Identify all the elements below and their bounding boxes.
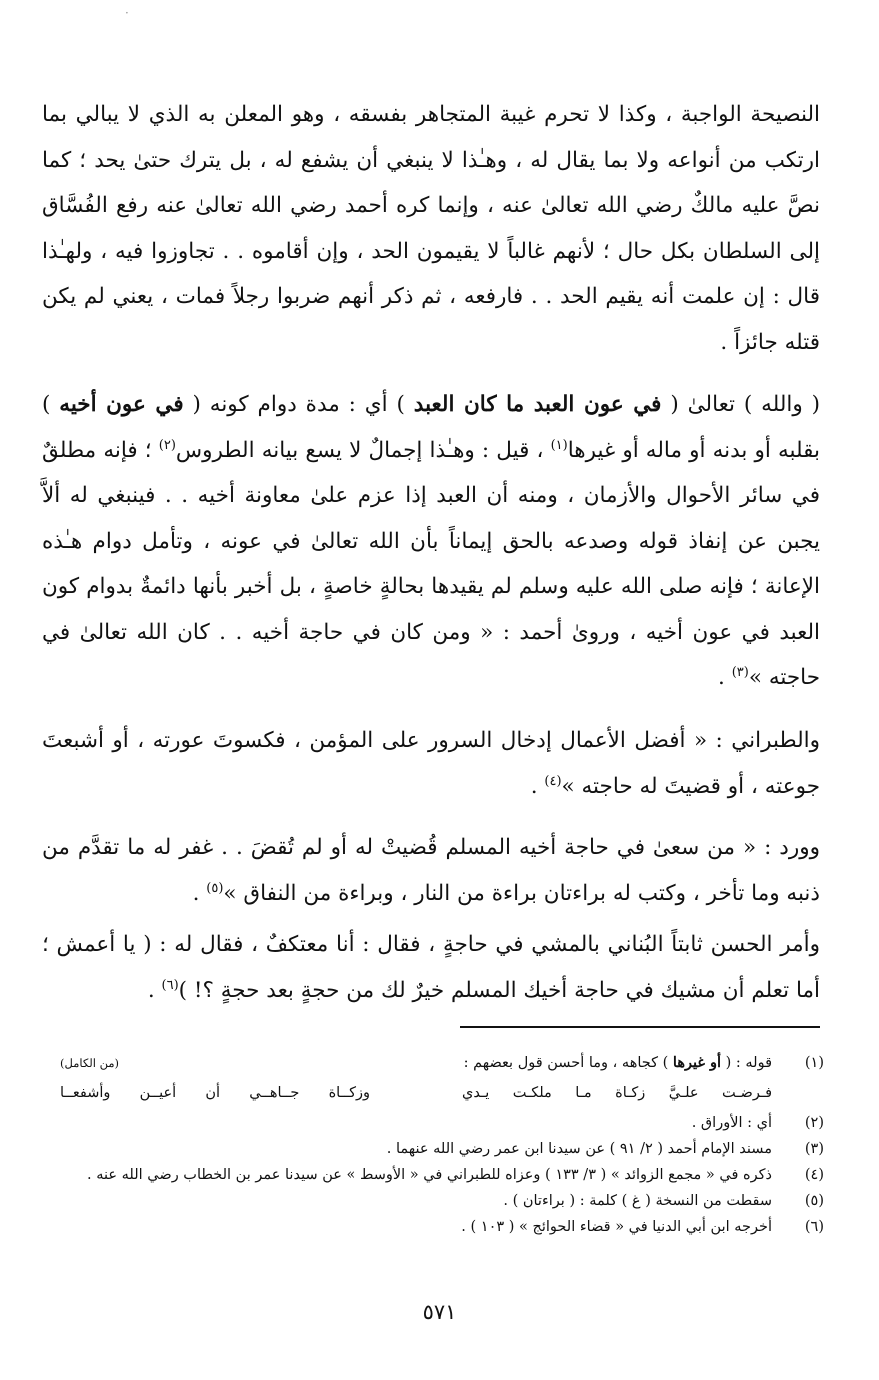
footnote-1: [60, 1050, 824, 1076]
p3-text: والطبراني : « أفضل الأعمال إدخال السرور على المؤمن ، فكسوتَ عورته ، أو أشبعتَ جوعته ، أو قضيتَ له حاجته »: [42, 728, 820, 799]
paragraph-2: [42, 382, 820, 701]
footnote-ref-5[interactable]: (٥): [206, 880, 224, 896]
p2-text-6: .: [718, 665, 732, 690]
footnote-ref-1[interactable]: (١): [550, 437, 568, 453]
footnote-text: أي : الأوراق .: [691, 1115, 772, 1131]
p2-hadith-phrase-1: في عون العبد ما كان العبد: [413, 392, 662, 417]
p5-tail: .: [147, 977, 162, 1003]
page-number: ٥٧١: [422, 1300, 457, 1324]
paragraph-5: [42, 922, 820, 1013]
poetry-verse: [60, 1076, 824, 1110]
footnote-ref-6[interactable]: (٦): [161, 977, 179, 993]
footnote-number: (٥): [804, 1193, 824, 1209]
footnote-1-tail: ) كجاهه ، وما أحسن قول بعضهم :: [463, 1055, 673, 1071]
footnote-separator: [460, 1026, 820, 1028]
footnote-ref-2[interactable]: (٢): [158, 437, 176, 453]
footnote-number: (٤): [804, 1167, 824, 1183]
p2-text-1: ( والله ) تعالىٰ (: [661, 392, 821, 417]
scan-mark: ·: [125, 6, 129, 20]
footnotes: [60, 1050, 824, 1240]
footnote-number: (١): [804, 1055, 824, 1071]
footnote-ref-4[interactable]: (٤): [544, 773, 562, 789]
paragraph-3: [42, 718, 820, 809]
footnote-1-body: [464, 1050, 772, 1076]
footnote-6: [60, 1214, 824, 1240]
paragraph-4: [42, 825, 820, 916]
p2-text-3: ) بقلبه أو بدنه أو ماله أو غيرها: [42, 392, 820, 463]
footnote-1-bold: أو غيرها: [672, 1054, 722, 1071]
footnote-2: [60, 1110, 824, 1136]
footnote-text: أخرجه ابن أبي الدنيا في « قضاء الحوائج » ( ١٠٣ ) .: [461, 1219, 772, 1235]
footnote-5: [60, 1188, 824, 1214]
p2-text-4: ، قيل : وهـٰذا إجمالٌ لا يسع بيانه الطروس: [175, 437, 551, 463]
footnote-text: سقطت من النسخة ( غ ) كلمة : ( براءتان ) .: [503, 1193, 772, 1209]
p2-hadith-phrase-2: في عون أخيه: [59, 392, 184, 417]
verse-first-hemistich: فـرضـت علـيَّ زكـاة مـا ملكـت يـدي: [462, 1085, 772, 1101]
p2-text-2: ) أي : مدة دوام كونه (: [183, 392, 414, 417]
footnote-1-lead: قوله : (: [721, 1055, 772, 1071]
poetic-meter-label: (من الكامل): [60, 1056, 119, 1070]
footnote-number: (٣): [804, 1141, 824, 1157]
footnote-3: [60, 1136, 824, 1162]
verse-second-hemistich: وزكــاة جــاهــي أن أعيــن وأشفعــا: [60, 1085, 370, 1101]
footnote-4: [60, 1162, 824, 1188]
p3-tail: .: [530, 773, 545, 799]
footnote-ref-3[interactable]: (٣): [731, 664, 749, 680]
footnote-text: [60, 1050, 772, 1076]
footnote-text: ذكره في « مجمع الزوائد » ( ٣/ ١٣٣ ) وعزاه للطبراني في « الأوسط » عن سيدنا عمر بن الخطاب رضي الله عنه .: [87, 1167, 772, 1183]
footnote-number: (٦): [804, 1219, 824, 1235]
p2-text-5: ؛ فإنه مطلقٌ في سائر الأحوال والأزمان ، ومنه أن العبد إذا عزم علىٰ معاونة أخيه . . فينبغي له ألاَّ يجبن عن إنفاذ قوله وصدعه بالحق إيماناً بأن الله تعالىٰ في عونه ، وتأمل دوام هـٰذه الإعانة ؛ فإنه صلى الله عليه وسلم لم يقيدها بحالةٍ خاصةٍ ، بل أخبر بأنها دائمةٌ بدوام كون العبد في عون أخيه ، وروىٰ أحمد : « ومن كان في حاجة أخيه . . كان الله تعالىٰ في حاجته »: [42, 437, 820, 690]
footnote-number: (٢): [804, 1115, 824, 1131]
paragraph-1: النصيحة الواجبة ، وكذا لا تحرم غيبة المتجاهر بفسقه ، وهو المعلن به الذي لا يبالي بما ارتكب من أنواعه ولا بما يقال له ، وهـٰذا لا ينبغي أن يشفع له ، بل يترك حتىٰ يحد ؛ كما نصَّ عليه مالكٌ رضي الله تعالىٰ عنه ، وإنما كره أحمد رضي الله تعالىٰ عنه رفع الفُسَّاق إلى السلطان بكل حال ؛ لأنهم غالباً لا يقيمون الحد ، وإن أقاموه . . تجاوزوا فيه ، ولهـٰذا قال : إن علمت أنه يقيم الحد . . فارفعه ، ثم ذكر أنهم ضربوا رجلاً فمات ، يعني لم يكن قتله جائزاً .: [42, 102, 821, 355]
p4-text: وورد : « من سعىٰ في حاجة أخيه المسلم قُضيتْ له أو لم تُقضَ . . غفر له ما تقدَّم من ذنبه وما تأخر ، وكتب له براءتان براءة من النار ، وبراءة من النفاق »: [42, 835, 820, 906]
p4-tail: .: [192, 880, 207, 906]
p5-text: وأمر الحسن ثابتاً البُناني بالمشي في حاجةٍ ، فقال : أنا معتكفٌ ، فقال له : ( يا أعمش ؛ أما تعلم أن مشيك في حاجة أخيك المسلم خيرٌ لك من حجةٍ بعد حجةٍ ؟! ): [42, 932, 820, 1003]
footnote-text: مسند الإمام أحمد ( ٢/ ٩١ ) عن سيدنا ابن عمر رضي الله عنهما .: [386, 1141, 772, 1157]
